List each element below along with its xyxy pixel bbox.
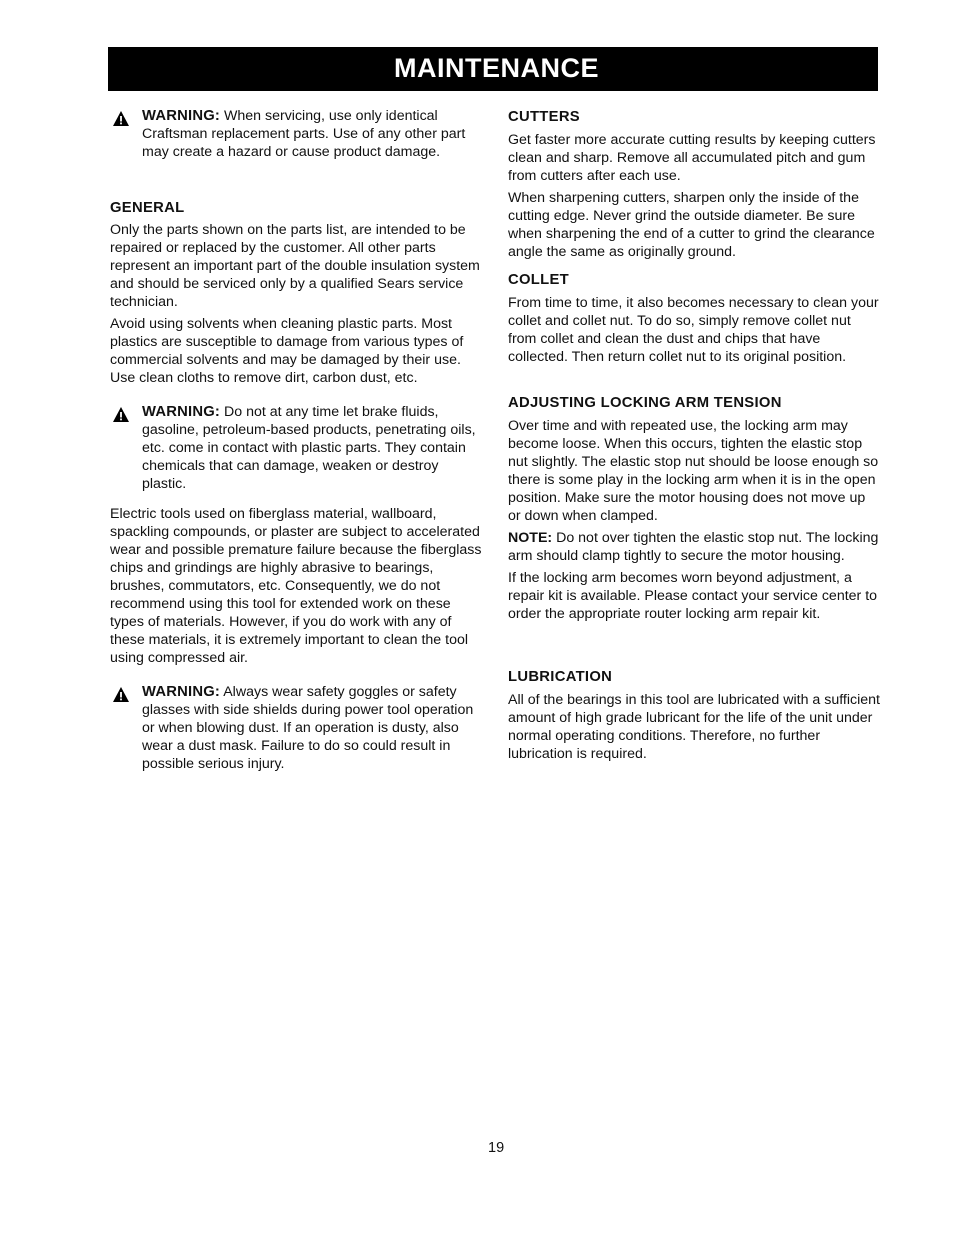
lubrication-section: [508, 668, 880, 763]
warning-text: Always wear safety goggles or safety glasses with side shields during power tool operation or when blowing dust. If an operation is dusty, also wear a dust mask. Failure to do so could result in possible serious injury.: [142, 684, 474, 772]
warning-label: WARNING:: [142, 404, 221, 420]
warning-label: WARNING:: [142, 108, 221, 124]
general-heading: GENERAL: [110, 200, 185, 216]
warning-body: [142, 403, 482, 493]
warning-triangle-icon: [112, 110, 130, 127]
collet-paragraph: From time to time, it also becomes necessary to clean your collet and collet nut. To do so, simply remove collet nut from collet and clean the dust and chips that have collected. Then return collet nut to its original position.: [508, 295, 879, 365]
cutters-paragraph-1: Get faster more accurate cutting results by keeping cutters clean and sharp. Remove all accumulated pitch and gum from cutters after each use.: [508, 132, 876, 184]
page-title: MAINTENANCE: [394, 53, 599, 83]
general-section: [110, 199, 482, 387]
page-number: 19: [488, 1140, 505, 1156]
general-paragraph-1: Only the parts shown on the parts list, are intended to be repaired or replaced by the customer. All other parts represent an important part of the double insulation system and should be serviced only by a qualified Sears service technician.: [110, 222, 480, 310]
warning-body: [142, 683, 482, 773]
electric-tools-paragraph: Electric tools used on fiberglass material, wallboard, spackling compounds, or plaster are subject to accelerated wear and possible premature failure because the fiberglass chips and grindings are highly abrasive to bearings, brushes, commutators, etc. Consequently, we do not recommend using this tool for extended work on these types of materials. However, if you do work with any of these materials, it is extremely important to clean the tool using compressed air.: [110, 506, 482, 666]
general-paragraph-2: Avoid using solvents when cleaning plastic parts. Most plastics are susceptible to damage from various types of commercial solvents and may be damaged by their use. Use clean cloths to remove dirt, carbon dust, etc.: [110, 316, 464, 386]
lubrication-paragraph: All of the bearings in this tool are lubricated with a sufficient amount of high grade lubricant for the life of the unit under normal operating conditions. Therefore, no further lubrication is required.: [508, 692, 880, 762]
locking-arm-section: [508, 394, 880, 623]
note-text: Do not over tighten the elastic stop nut. The locking arm should clamp tightly to secure the motor housing.: [508, 530, 879, 564]
note-label: NOTE:: [508, 530, 553, 546]
warning-text: When servicing, use only identical Craftsman replacement parts. Use of any other part may create a hazard or cause product damage.: [142, 108, 466, 160]
warning-body: [142, 107, 482, 161]
warning-triangle-icon: [112, 406, 130, 423]
warning-text: Do not at any time let brake fluids, gasoline, petroleum-based products, penetrating oils, etc. come in contact with plastic parts. They contain chemicals that can damage, weaken or destroy plastic.: [142, 404, 476, 492]
section-banner: [108, 47, 878, 91]
collet-section: [508, 271, 880, 366]
locking-arm-heading: ADJUSTING LOCKING ARM TENSION: [508, 395, 782, 411]
lubrication-heading: LUBRICATION: [508, 669, 613, 685]
cutters-section: [508, 108, 880, 261]
locking-arm-note: [508, 529, 880, 565]
collet-heading: COLLET: [508, 272, 569, 288]
warning-triangle-icon: [112, 686, 130, 703]
warning-label: WARNING:: [142, 684, 221, 700]
locking-arm-paragraph-3: If the locking arm becomes worn beyond adjustment, a repair kit is available. Please contact your service center to order the appropriate router locking arm repair kit.: [508, 570, 878, 622]
cutters-paragraph-2: When sharpening cutters, sharpen only the inside of the cutting edge. Never grind the outside diameter. Be sure when sharpening the end of a cutter to grind the clearance angle the same as originally ground.: [508, 190, 875, 260]
locking-arm-paragraph-1: Over time and with repeated use, the locking arm may become loose. When this occurs, tighten the elastic stop nut slightly. The elastic stop nut should be loose enough so there is some play in the locking arm when it is in the open position. Make sure the motor housing does not move up or down when clamped.: [508, 418, 879, 524]
cutters-heading: CUTTERS: [508, 109, 580, 125]
electric-tools-paragraph-block: [110, 505, 482, 667]
